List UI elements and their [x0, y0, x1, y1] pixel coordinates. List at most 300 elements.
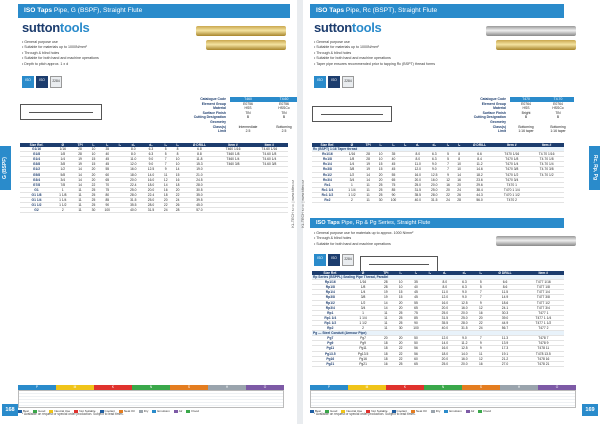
table-cell: 11.8	[184, 157, 216, 162]
column-header: d₁	[124, 143, 142, 147]
feature-item: • Taper pipe ensures recommended prior to tapping Rc (BSPT) thread forms	[314, 62, 435, 67]
table-cell: 11.0	[435, 290, 455, 295]
table-cell: 20	[172, 187, 184, 192]
table-cell: 80	[99, 192, 115, 197]
table-cell: 15	[88, 157, 100, 162]
table-cell: Pg13.5	[349, 351, 378, 356]
table-cell: T4.70 1/16	[529, 152, 564, 157]
table-cell: 28.0	[426, 192, 442, 197]
table-cell: 25	[88, 187, 100, 192]
page-number: 169	[582, 404, 598, 416]
column-header: l₂	[407, 271, 424, 275]
table-cell: 100	[386, 198, 401, 203]
table-cell: 30.5	[184, 187, 216, 192]
legend-group-bar	[18, 385, 284, 390]
legend-key: Good	[33, 409, 45, 413]
table-cell: 1/2	[343, 172, 361, 177]
table-cell: T4.60 1/4	[251, 157, 288, 162]
table-cell: 8.0	[124, 152, 142, 157]
table-cell: 1/16	[349, 280, 378, 285]
table-cell: T4.60 1/8	[251, 152, 288, 157]
table-cell: 9	[160, 167, 172, 172]
table-cell: T478 21	[523, 361, 564, 366]
table-cell: 28	[73, 152, 88, 157]
table-cell: T470 1/2	[494, 172, 529, 177]
section-label: Rp Series (BSPPL) Sealing Pipe Thread, Parallel	[312, 275, 564, 280]
table-cell: 85	[386, 187, 401, 192]
table-cell: 9.0	[142, 157, 160, 162]
table-cell: T4.70 3/8	[529, 167, 564, 172]
material-legend	[18, 385, 284, 413]
table-cell: 11.0	[124, 157, 142, 162]
column-header: d₂	[142, 143, 160, 147]
legend-swatch	[478, 410, 482, 413]
legend-swatch	[444, 410, 448, 413]
material-group-label: N	[132, 385, 170, 390]
table-cell: 19.0	[184, 167, 216, 172]
table-cell: 6.6	[465, 152, 495, 157]
table-cell: 26	[454, 192, 465, 197]
table-cell: T460 1/4	[215, 157, 250, 162]
table-cell: 65	[407, 361, 424, 366]
table-cell: 22	[160, 203, 172, 208]
table-cell: 1/16	[53, 147, 73, 152]
table-cell: 11	[73, 192, 88, 197]
table-cell: Rp1 1/4	[312, 315, 349, 320]
table-cell: T4.70 1/4	[529, 162, 564, 167]
table-cell: Rp3/4	[312, 305, 349, 310]
table-cell: 5/8	[53, 172, 73, 177]
table-cell: 6.3	[455, 280, 475, 285]
table-cell: 8.8	[184, 152, 216, 157]
table-cell: 14	[454, 172, 465, 177]
table-cell: T460 3/8	[215, 162, 250, 167]
table-cell: T4.70 1/2	[529, 172, 564, 177]
table-cell: T4.70 1/8	[529, 157, 564, 162]
table-cell: 9.0	[142, 162, 160, 167]
legend-key: Not Suitable	[366, 409, 387, 413]
table-cell: 35.0	[184, 192, 216, 197]
table-cell: 14	[378, 300, 395, 305]
table-cell: 50	[407, 336, 424, 341]
feature-item: • Suitable for both hand and machine operations	[314, 242, 413, 247]
table-cell: 35	[386, 152, 401, 157]
table-cell: Rp1/4	[312, 290, 349, 295]
table-cell: 1/8	[53, 152, 73, 157]
table-cell: 15.3	[184, 162, 216, 167]
table-cell: 45	[386, 162, 401, 167]
table-cell: 3/8	[343, 167, 361, 172]
table-cell: 11	[73, 203, 88, 208]
table-cell: 27.0	[487, 361, 522, 366]
table-cell: 25	[88, 198, 100, 203]
table-cell: 14.9	[487, 295, 522, 300]
table-cell: T477 1/2	[523, 300, 564, 305]
table-cell: 24.5	[184, 177, 216, 182]
table-cell: 35	[407, 280, 424, 285]
table-cell: 14	[73, 167, 88, 172]
table-cell: 35	[99, 147, 115, 152]
table-cell: G7/8	[20, 182, 53, 187]
table-cell: 3/4	[53, 177, 73, 182]
table-cell: 16.0	[410, 172, 426, 177]
column-header: Ø DRILL	[465, 143, 495, 147]
table-cell: 25	[88, 203, 100, 208]
table-cell: 2	[349, 326, 378, 331]
table-cell: 31.5	[410, 187, 426, 192]
table-cell: 11.0	[410, 162, 426, 167]
table-cell: 15	[88, 162, 100, 167]
table-cell: 16.0	[142, 177, 160, 182]
table-cell: Rp1 1/2	[312, 320, 349, 325]
table-cell: 1/8	[349, 285, 378, 290]
table-cell: Pg16	[312, 356, 349, 361]
table-cell: 11.5	[487, 290, 522, 295]
table-cell: Rc1 1/4	[312, 187, 343, 192]
feature-item: • Suitable for materials up to 1000N/mm²	[22, 45, 99, 50]
table-cell: G1/4	[20, 157, 53, 162]
legend-key: Air	[466, 409, 475, 413]
page-number: 168	[2, 404, 18, 416]
table-cell: 20	[474, 315, 487, 320]
table-cell: 11	[160, 172, 172, 177]
column-header: Ø	[349, 271, 378, 275]
table-cell: 16.0	[455, 356, 475, 361]
legend-key: Neat Oil	[119, 409, 135, 413]
table-cell: 1/4	[349, 290, 378, 295]
sutton-tools-logo: suttontools	[314, 20, 382, 35]
table-cell: 30	[375, 198, 386, 203]
table-cell: Rp2	[312, 326, 349, 331]
table-cell: 11	[361, 187, 375, 192]
table-cell: T478 9	[523, 341, 564, 346]
table-cell: 10	[454, 162, 465, 167]
table-cell: 20	[160, 198, 172, 203]
table-cell: 11	[378, 320, 395, 325]
table-cell: 39.0	[487, 315, 522, 320]
section-tab: Rc, Rp, Pg	[589, 146, 600, 190]
table-cell: 39.5	[184, 198, 216, 203]
tap-photo-gold	[496, 40, 576, 50]
column-header: l₁	[88, 143, 100, 147]
legend-key: Flood	[186, 409, 199, 413]
table-cell: 10	[394, 280, 407, 285]
column-header: l₂	[99, 143, 115, 147]
table-cell: 20	[394, 305, 407, 310]
table-cell: Pg21	[349, 361, 378, 366]
table-cell: 24.1	[487, 305, 522, 310]
column-header: Size Ref.	[312, 143, 343, 147]
iso-badge: ISO	[22, 76, 34, 88]
table-cell: 5	[443, 152, 454, 157]
table-cell: 11.3	[487, 336, 522, 341]
table-cell: 5	[160, 152, 172, 157]
table-cell: 75	[407, 310, 424, 315]
table-cell: 20	[394, 336, 407, 341]
table-cell: 70	[99, 182, 115, 187]
column-header: Item #	[523, 271, 564, 275]
table-cell: 16	[160, 187, 172, 192]
table-cell: Rp3/8	[312, 295, 349, 300]
rp-pg-size-table	[312, 271, 564, 367]
table-cell: 14	[73, 182, 88, 187]
table-cell: G1/8	[20, 152, 53, 157]
table-cell: 10	[394, 285, 407, 290]
legend-swatch	[152, 410, 156, 413]
table-cell: 12	[443, 177, 454, 182]
table-cell: 3/8	[53, 162, 73, 167]
table-cell: T477 1	[523, 310, 564, 315]
iso-badges	[314, 254, 354, 266]
legend-key: Neutral Use	[341, 409, 362, 413]
table-cell: 19	[361, 167, 375, 172]
table-cell: 14	[73, 172, 88, 177]
table-cell: 100	[99, 208, 115, 213]
legend-key: Emulsion	[444, 409, 461, 413]
section-tab: G (BSPF)	[0, 146, 11, 190]
section-label: Rc (BSPT) 1:16 Taper thread	[312, 147, 564, 152]
table-cell: T470 1 1/2	[494, 192, 529, 197]
iso-badge: ISO	[36, 76, 48, 88]
material-group-label: P	[310, 385, 348, 390]
table-cell: T470 1 1/4	[494, 187, 529, 192]
table-cell: T4.60 3/8	[251, 162, 288, 167]
table-cell: 28	[73, 147, 88, 152]
feature-item: • Depth to pitch approx. 1 x d	[22, 62, 99, 67]
table-cell: G5/8	[20, 172, 53, 177]
table-cell: 6.6	[487, 280, 522, 285]
legend-group-bar	[310, 385, 576, 390]
table-cell: 11	[378, 310, 395, 315]
table-cell: G1 1/4	[20, 198, 53, 203]
material-group-label: K	[386, 385, 424, 390]
table-cell: 45	[407, 295, 424, 300]
table-cell: 13.9	[487, 341, 522, 346]
table-cell: 28	[378, 285, 395, 290]
table-cell: Pg11	[349, 346, 378, 351]
table-cell: 20.0	[435, 305, 455, 310]
table-cell: T478 7	[523, 336, 564, 341]
table-cell: 8	[454, 157, 465, 162]
table-cell: 25	[375, 187, 386, 192]
table-cell: 11	[73, 198, 88, 203]
table-cell: 16.0	[455, 305, 475, 310]
table-cell: 25.0	[410, 182, 426, 187]
legend-key: Coolant	[100, 409, 115, 413]
table-cell: 5	[443, 157, 454, 162]
table-cell	[251, 208, 288, 213]
column-header: Ø DRILL	[184, 143, 216, 147]
table-cell: 9	[443, 172, 454, 177]
table-cell: 30	[88, 208, 100, 213]
feature-list	[314, 231, 413, 247]
table-cell	[215, 208, 250, 213]
table-cell: 18.0	[142, 182, 160, 187]
table-cell: 6.3	[426, 157, 442, 162]
table-cell: 7	[474, 336, 487, 341]
iso-badge: 2284	[342, 254, 354, 266]
legend-swatch	[186, 410, 190, 413]
legend-key: Air	[174, 409, 183, 413]
table-cell: 7	[474, 290, 487, 295]
table-cell: T460 1/16	[215, 147, 250, 152]
table-cell: T477 1/8	[523, 285, 564, 290]
table-cell: Rc1/8	[312, 157, 343, 162]
table-cell: 18	[378, 346, 395, 351]
table-cell: 14.0	[455, 351, 475, 356]
table-cell: 20	[88, 177, 100, 182]
table-cell: 1	[349, 310, 378, 315]
table-cell: 30	[394, 326, 407, 331]
legend-key: Neat Oil	[411, 409, 427, 413]
table-cell: G3/8	[20, 162, 53, 167]
table-cell: 28.0	[455, 320, 475, 325]
table-cell: 20.0	[455, 310, 475, 315]
table-cell: 25.0	[426, 187, 442, 192]
table-cell: 16	[474, 310, 487, 315]
table-cell: 16	[454, 177, 465, 182]
section-label: Pg — Steel Conduit (Armour Pipe)	[312, 331, 564, 336]
table-cell: 35.5	[435, 320, 455, 325]
column-header: Item #	[494, 143, 529, 147]
table-cell: 12.5	[426, 172, 442, 177]
table-cell: 12.0	[435, 336, 455, 341]
table-cell: 20	[375, 172, 386, 177]
table-cell: T477 2	[523, 326, 564, 331]
table-cell: T4.60 1/16	[251, 147, 288, 152]
table-cell: 12.0	[124, 162, 142, 167]
table-cell: 28.0	[124, 192, 142, 197]
legend-key: Dry	[139, 409, 149, 413]
table-cell: Pg13.5	[312, 351, 349, 356]
page-title: ISO Taps Pipe, G (BSPF), Straight Flute	[18, 4, 290, 18]
table-cell: 1 1/4	[343, 187, 361, 192]
table-cell: G1/2	[20, 167, 53, 172]
table-cell: T470 1/16	[494, 152, 529, 157]
table-cell: 22	[394, 351, 407, 356]
table-cell: 12	[160, 177, 172, 182]
table-cell: 75	[386, 182, 401, 187]
tap-photo-gold	[206, 40, 286, 50]
table-cell: Rp1/16	[312, 280, 349, 285]
table-cell: 11.2	[465, 162, 495, 167]
material-group-label: S	[462, 385, 500, 390]
table-cell: 11	[73, 187, 88, 192]
spec-table: Catalogue Code T460 T4.60 Element Group E0756 E0756 Material HSS HSSCo Surface Finish TiN TiN Cutting Designation B B Geometry Class(s) Intermediate Bottoming Limit 2.5 2.5	[150, 97, 300, 134]
table-cell: 9	[474, 341, 487, 346]
table-cell: 56	[407, 351, 424, 356]
table-cell: 20	[88, 167, 100, 172]
table-cell: 23.6	[465, 177, 495, 182]
side-text: KL-TECH s.r.o. | www.kltec.cz	[301, 180, 305, 228]
table-cell: 19	[378, 295, 395, 300]
legend-key: Best	[310, 409, 321, 413]
table-cell: Rc3/8	[312, 167, 343, 172]
table-cell: 18	[378, 351, 395, 356]
table-cell: 65	[407, 305, 424, 310]
table-cell: 1 1/8	[53, 192, 73, 197]
table-cell: 12	[474, 356, 487, 361]
material-group-label: N	[424, 385, 462, 390]
legend-swatch	[431, 410, 435, 413]
table-cell: 28	[361, 152, 375, 157]
table-cell: 22	[394, 356, 407, 361]
material-group-label: S	[170, 385, 208, 390]
table-cell: 22.4	[142, 192, 160, 197]
table-cell: T478 11	[523, 346, 564, 351]
table-cell: 9.0	[455, 295, 475, 300]
table-cell: 1/2	[53, 167, 73, 172]
right-page	[300, 0, 600, 424]
table-cell: T477 3/4	[523, 305, 564, 310]
table-cell: 38.4	[465, 187, 495, 192]
legend-swatch	[466, 410, 470, 413]
legend-key: Flood	[478, 409, 491, 413]
table-cell: 10	[375, 152, 386, 157]
table-cell: 5	[160, 147, 172, 152]
legend-key: Emulsion	[152, 409, 169, 413]
table-cell: 21.2	[487, 356, 522, 361]
table-cell: 6.3	[455, 285, 475, 290]
table-cell: 20	[88, 172, 100, 177]
table-row	[312, 361, 564, 366]
table-cell: Rp1/8	[312, 285, 349, 290]
section-title: ISO Taps Pipe, Rp & Pg Series, Straight Flute	[310, 218, 564, 228]
side-text: KL-TECH s.r.o. | www.kltec.cz	[291, 180, 295, 228]
table-cell: 25.0	[435, 361, 455, 366]
feature-item: • General purpose use	[314, 40, 435, 45]
table-cell: T460 1/8	[215, 152, 250, 157]
table-cell: 25	[375, 192, 386, 197]
table-cell: 8.4	[465, 157, 495, 162]
table-cell: 40.0	[124, 208, 142, 213]
table-cell: 25.0	[455, 315, 475, 320]
table-cell: G1 1/8	[20, 192, 53, 197]
table-cell: 44.9	[487, 320, 522, 325]
table-cell: 14.6	[465, 167, 495, 172]
table-row	[20, 208, 288, 213]
table-cell: 22	[172, 192, 184, 197]
table-cell: 40	[99, 152, 115, 157]
table-cell: 31.5	[124, 198, 142, 203]
table-cell: G1	[20, 187, 53, 192]
table-cell: 55	[99, 167, 115, 172]
table-cell: 40	[407, 285, 424, 290]
table-cell: 3/4	[349, 305, 378, 310]
legend-key: Dry	[431, 409, 441, 413]
table-cell: 31.5	[426, 198, 442, 203]
table-cell: 16	[172, 177, 184, 182]
feature-item: • General purpose use for materials up to approx. 1000 N/mm²	[314, 231, 413, 236]
column-header: l₅	[172, 143, 184, 147]
table-cell: 31.5	[142, 208, 160, 213]
table-cell: 14	[361, 177, 375, 182]
feature-item: • Suitable for both hand and machine operations	[22, 56, 99, 61]
material-group-label: K	[94, 385, 132, 390]
table-cell: 8	[454, 152, 465, 157]
tap-photo-gold	[196, 26, 286, 36]
feature-item: • Suitable for materials up to 1000N/mm²	[314, 45, 435, 50]
table-cell: T477 1 1/4	[523, 315, 564, 320]
table-cell: 15	[172, 172, 184, 177]
table-cell: 11	[378, 326, 395, 331]
table-cell: 35.5	[410, 192, 426, 197]
table-cell: 90	[99, 203, 115, 208]
table-cell: 7	[474, 295, 487, 300]
tap-photo-silver	[496, 236, 576, 246]
table-cell: Rc3/4	[312, 177, 343, 182]
table-cell: 25	[394, 315, 407, 320]
